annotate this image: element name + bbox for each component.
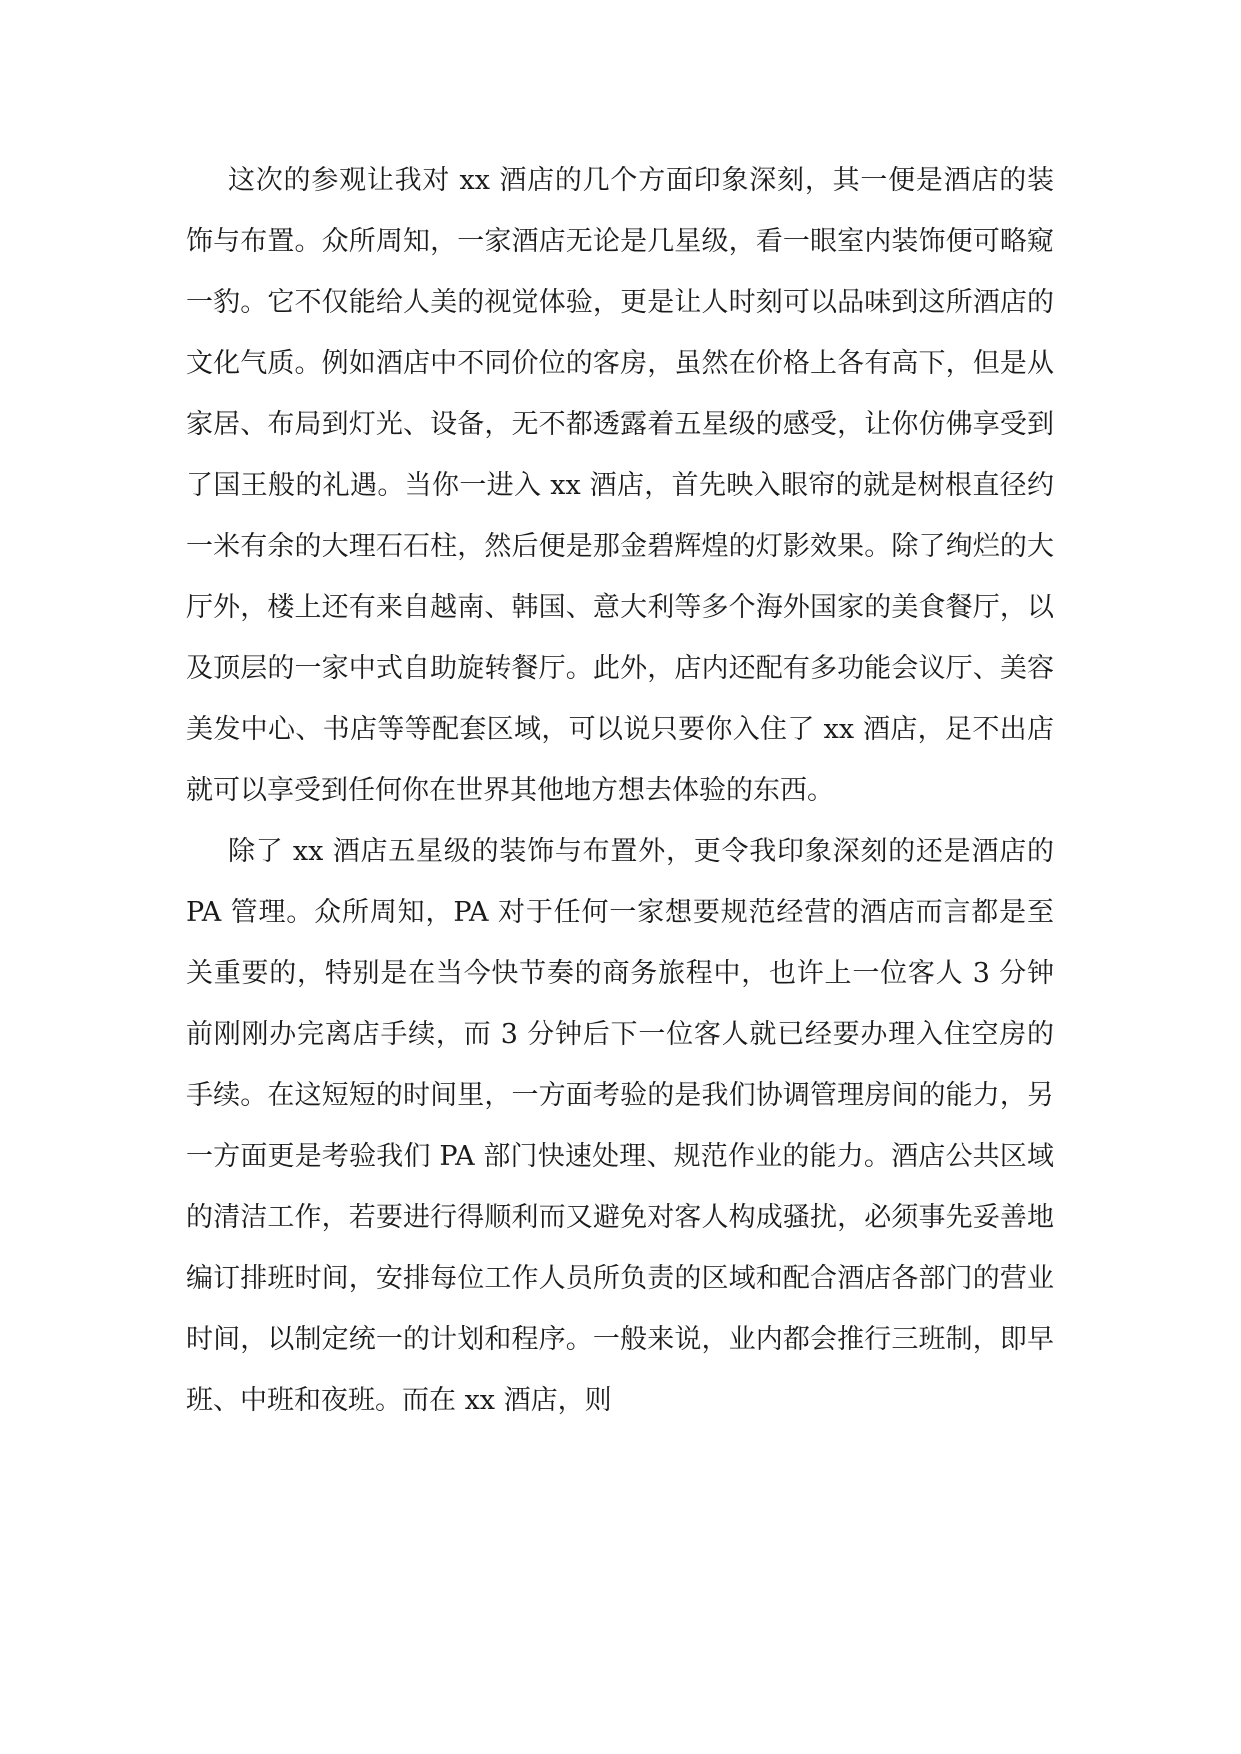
paragraph-pa-management: 除了 xx 酒店五星级的装饰与布置外，更令我印象深刻的还是酒店的 PA 管理。众所周知，PA 对于任何一家想要规范经营的酒店而言都是至关重要的，特别是在当今快节奏的商务旅程中，也许上一位客人 3 分钟前刚刚办完离店手续，而 3 分钟后下一位客人就已经要办理入住空房的手续。在这短短的时间里，一方面考验的是我们协调管理房间的能力，另一方面更是考验我们 PA 部门快速处理、规范作业的能力。酒店公共区域的清洁工作，若要进行得顺利而又避免对客人构成骚扰，必须事先妥善地编订排班时间，安排每位工作人员所负责的区域和配合酒店各部门的营业时间，以制定统一的计划和程序。一般来说，业内都会推行三班制，即早班、中班和夜班。而在 xx 酒店，则 xyxy=(186,836,1054,1416)
paragraph-hotel-decoration: 这次的参观让我对 xx 酒店的几个方面印象深刻，其一便是酒店的装饰与布置。众所周知，一家酒店无论是几星级，看一眼室内装饰便可略窥一豹。它不仅能给人美的视觉体验，更是让人时刻可以品味到这所酒店的文化气质。例如酒店中不同价位的客房，虽然在价格上各有高下，但是从家居、布局到灯光、设备，无不都透露着五星级的感受，让你仿佛享受到了国王般的礼遇。当你一进入 xx 酒店，首先映入眼帘的就是树根直径约一米有余的大理石石柱，然后便是那金碧辉煌的灯影效果。除了绚烂的大厅外，楼上还有来自越南、韩国、意大利等多个海外国家的美食餐厅，以及顶层的一家中式自助旋转餐厅。此外，店内还配有多功能会议厅、美容美发中心、书店等等配套区域，可以说只要你入住了 xx 酒店，足不出店就可以享受到任何你在世界其他地方想去体验的东西。 xyxy=(186,165,1054,806)
document-body xyxy=(186,150,1054,1431)
